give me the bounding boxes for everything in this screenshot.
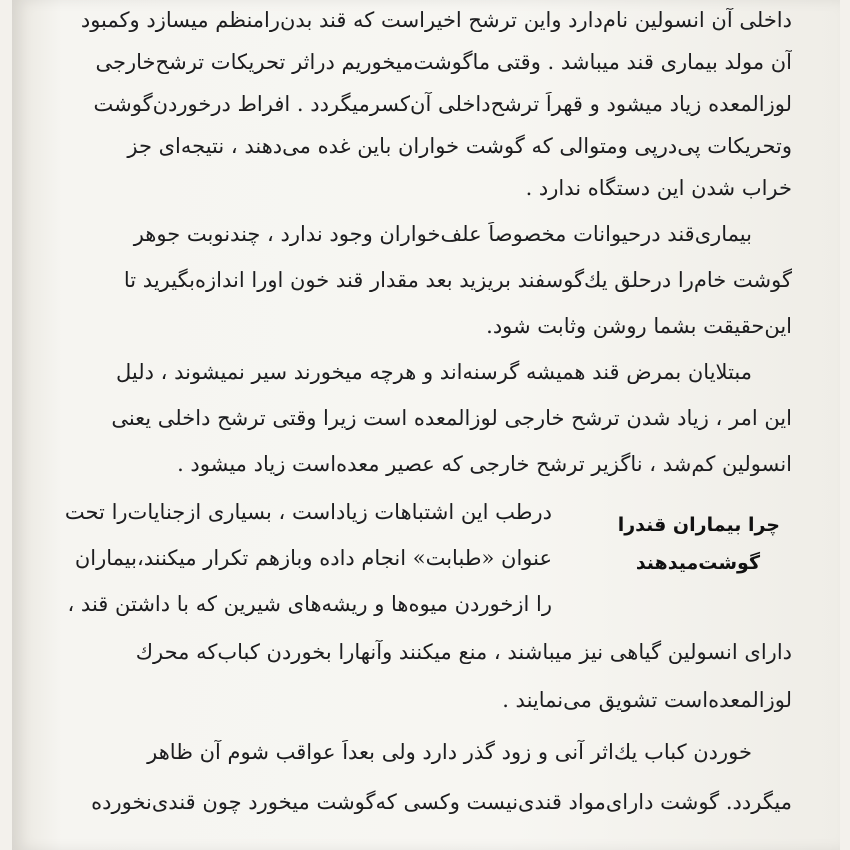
text-line: داخلی آن انسولین نام‌دارد واین ترشح اخیراست که قند بدن‌رامنظم میسازد وکمبود [80, 8, 792, 32]
text-line: این امر ، زیاد شدن ترشح خارجی لوزالمعده است زیرا وقتی ترشح داخلی یعنی [111, 406, 792, 430]
text-line: خوردن کباب یك‌اثر آنی و زود گذر دارد ولی بعداً عواقب شوم آن ظاهر [147, 740, 752, 764]
text-line: لوزالمعده زیاد میشود و قهراً ترشح‌داخلی آن‌کسرمیگردد . افراط درخوردن‌گوشت [93, 92, 792, 116]
text-line: میگردد. گوشت دارای‌مواد قندی‌نیست وکسی که‌گوشت میخورد چون قندی‌نخورده [91, 790, 792, 814]
text-line: را ازخوردن میوه‌ها و ریشه‌های شیرین که با داشتن قند ، [67, 592, 552, 616]
text-line: درطب این اشتباهات زیاداست ، بسیاری ازجنایات‌را تحت [64, 500, 552, 524]
text-line: مبتلایان بمرض قند همیشه گرسنه‌اند و هرچه میخورند سیر نمیشوند ، دلیل [115, 360, 752, 384]
text-line: عنوان «طبابت» انجام داده وبازهم تکرار میکنند،بیماران [74, 546, 552, 570]
text-line: گوشت خام‌را درحلق یك‌گوسفند بریزید بعد مقدار قند خون اورا اندازه‌بگیرید تا [123, 268, 792, 292]
text-line: خراب شدن این دستگاه ندارد . [525, 176, 792, 200]
text-line: این‌حقیقت بشما روشن وثابت شود. [486, 314, 792, 338]
text-line: آن مولد بیماری قند میباشد . وقتی ماگوشت‌میخوریم دراثر تحریکات ترشح‌خارجی [95, 50, 792, 74]
text-line: انسولین کم‌شد ، ناگزیر ترشح خارجی که عصیر معده‌است زیاد میشود . [177, 452, 792, 476]
book-page [12, 0, 840, 850]
side-heading: گوشت‌میدهند [635, 552, 760, 574]
text-line: لوزالمعده‌است تشویق می‌نمایند . [502, 688, 792, 712]
side-heading: چرا بیماران قندرا [617, 514, 780, 536]
text-line: بیماری‌قند درحیوانات مخصوصاً علف‌خواران وجود ندارد ، چندنوبت جوهر [133, 222, 752, 246]
text-line: وتحریکات پی‌درپی ومتوالی که گوشت خواران باین غده می‌دهند ، نتیجه‌ای جز [127, 134, 792, 158]
text-line: دارای انسولین گیاهی نیز میباشند ، منع میکنند وآنهارا بخوردن کباب‌که محرك [135, 640, 792, 664]
